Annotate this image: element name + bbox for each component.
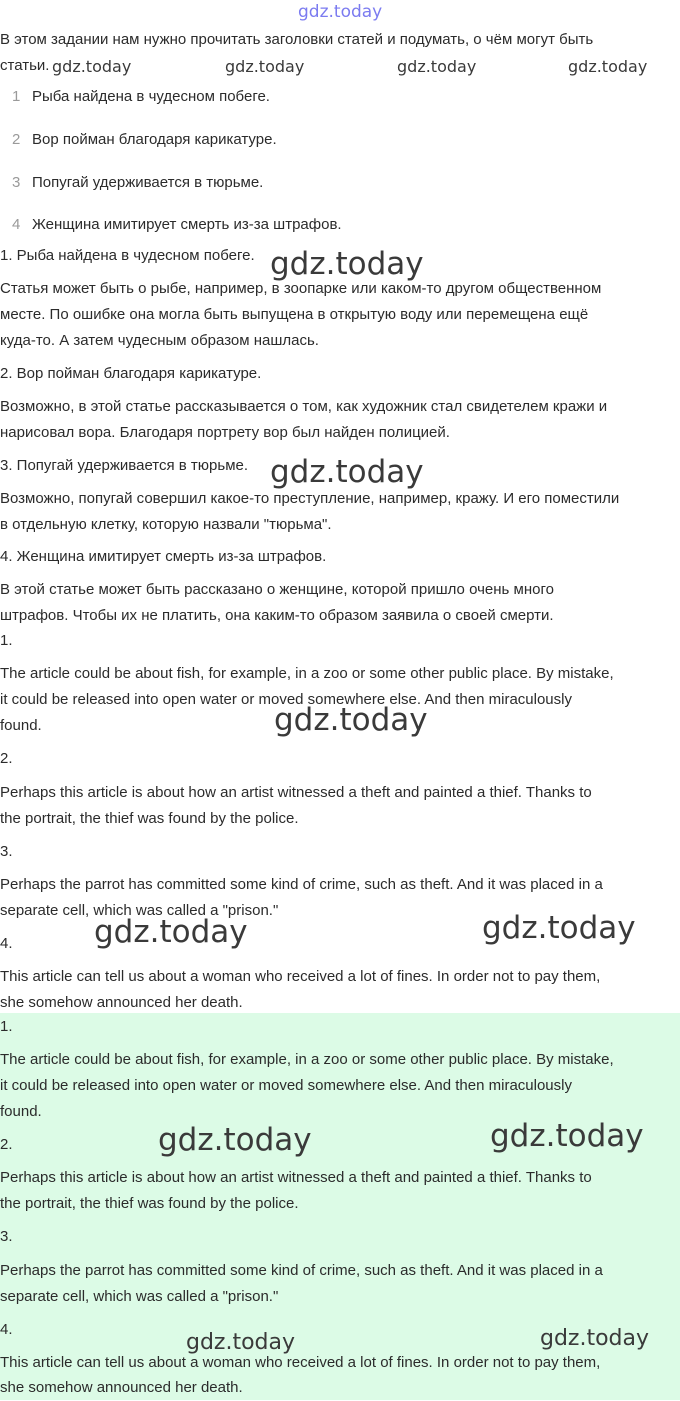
en-answer-line: it could be released into open water or moved somewhere else. And then miraculously — [0, 1077, 572, 1094]
en-answer-line: This article can tell us about a woman who received a lot of fines. In order not to pay them, — [0, 968, 601, 985]
list-number: 4 — [12, 216, 21, 233]
list-item: Женщина имитирует смерть из-за штрафов. — [32, 216, 342, 233]
en-answer-number: 4. — [0, 935, 13, 952]
list-item: Вор пойман благодаря карикатуре. — [32, 131, 277, 148]
en-answer-line: the portrait, the thief was found by the police. — [0, 810, 299, 827]
en-answer-number: 4. — [0, 1321, 13, 1338]
ru-answer-line: Возможно, попугай совершил какое-то преступление, например, кражу. И его поместили — [0, 490, 620, 507]
list-number: 1 — [12, 88, 21, 105]
watermark-inline: gdz.today — [52, 57, 132, 76]
ru-answer-line: Возможно, в этой статье рассказывается о том, как художник стал свидетелем кражи и — [0, 398, 608, 415]
en-answer-line: Perhaps this article is about how an artist witnessed a theft and painted a thief. Thanks to — [0, 1169, 592, 1186]
watermark-overlay: gdz.today — [274, 702, 428, 738]
en-answer-line: it could be released into open water or moved somewhere else. And then miraculously — [0, 691, 572, 708]
ru-answer-line: месте. По ошибке она могла быть выпущена в открытую воду или перемещена ещё — [0, 306, 589, 323]
intro-line-2: статьи. — [0, 57, 50, 74]
en-answer-line: Perhaps this article is about how an artist witnessed a theft and painted a thief. Thanks to — [0, 784, 592, 801]
en-answer-line: found. — [0, 717, 42, 734]
en-answer-number: 3. — [0, 1228, 13, 1245]
watermark-overlay: gdz.today — [186, 1330, 296, 1355]
en-answer-line: This article can tell us about a woman who received a lot of fines. In order not to pay them, — [0, 1354, 601, 1371]
ru-answer-line: Статья может быть о рыбе, например, в зоопарке или каком-то другом общественном — [0, 280, 602, 297]
watermark-overlay: gdz.today — [490, 1118, 644, 1154]
en-answer-line: the portrait, the thief was found by the police. — [0, 1195, 299, 1212]
watermark-overlay: gdz.today — [270, 246, 424, 282]
en-answer-line: she somehow announced her death. — [0, 1379, 243, 1396]
watermark-top: gdz.today — [298, 2, 383, 22]
intro-line-1: В этом задании нам нужно прочитать заголовки статей и подумать, о чём могут быть — [0, 31, 594, 48]
list-item: Рыба найдена в чудесном побеге. — [32, 88, 270, 105]
en-answer-number: 3. — [0, 843, 13, 860]
en-answer-line: Perhaps the parrot has committed some kind of crime, such as theft. And it was placed in a — [0, 1262, 603, 1279]
ru-answer-line: куда-то. А затем чудесным образом нашлась. — [0, 332, 319, 349]
en-answer-number: 1. — [0, 1018, 13, 1035]
ru-answer-title: 4. Женщина имитирует смерть из-за штрафов. — [0, 548, 327, 565]
ru-answer-line: В этой статье может быть рассказано о женщине, которой пришло очень много — [0, 581, 554, 598]
watermark-overlay: gdz.today — [482, 910, 636, 946]
ru-answer-title: 1. Рыба найдена в чудесном побеге. — [0, 247, 255, 264]
ru-answer-line: штрафов. Чтобы их не платить, она каким-то образом заявила о своей смерти. — [0, 607, 554, 624]
list-item: Попугай удерживается в тюрьме. — [32, 174, 264, 191]
ru-answer-line: нарисовал вора. Благодаря портрету вор был найден полицией. — [0, 424, 450, 441]
watermark-inline: gdz.today — [568, 57, 648, 76]
en-answer-line: The article could be about fish, for example, in a zoo or some other public place. By mistake, — [0, 1051, 614, 1068]
en-answer-line: she somehow announced her death. — [0, 994, 243, 1011]
watermark-overlay: gdz.today — [158, 1122, 312, 1158]
list-number: 3 — [12, 174, 21, 191]
list-number: 2 — [12, 131, 21, 148]
ru-answer-line: в отдельную клетку, которую назвали "тюрьма". — [0, 516, 332, 533]
ru-answer-title: 2. Вор пойман благодаря карикатуре. — [0, 365, 262, 382]
en-answer-line: separate cell, which was called a "prison." — [0, 902, 279, 919]
en-answer-line: Perhaps the parrot has committed some kind of crime, such as theft. And it was placed in a — [0, 876, 603, 893]
watermark-overlay: gdz.today — [94, 914, 248, 950]
watermark-inline: gdz.today — [397, 57, 477, 76]
en-answer-number: 1. — [0, 632, 13, 649]
en-answer-line: The article could be about fish, for example, in a zoo or some other public place. By mistake, — [0, 665, 614, 682]
en-answer-number: 2. — [0, 750, 13, 767]
en-answer-line: separate cell, which was called a "prison." — [0, 1288, 279, 1305]
watermark-overlay: gdz.today — [540, 1326, 650, 1351]
watermark-inline: gdz.today — [225, 57, 305, 76]
watermark-overlay: gdz.today — [270, 454, 424, 490]
ru-answer-title: 3. Попугай удерживается в тюрьме. — [0, 457, 249, 474]
en-answer-line: found. — [0, 1103, 42, 1120]
en-answer-number: 2. — [0, 1136, 13, 1153]
